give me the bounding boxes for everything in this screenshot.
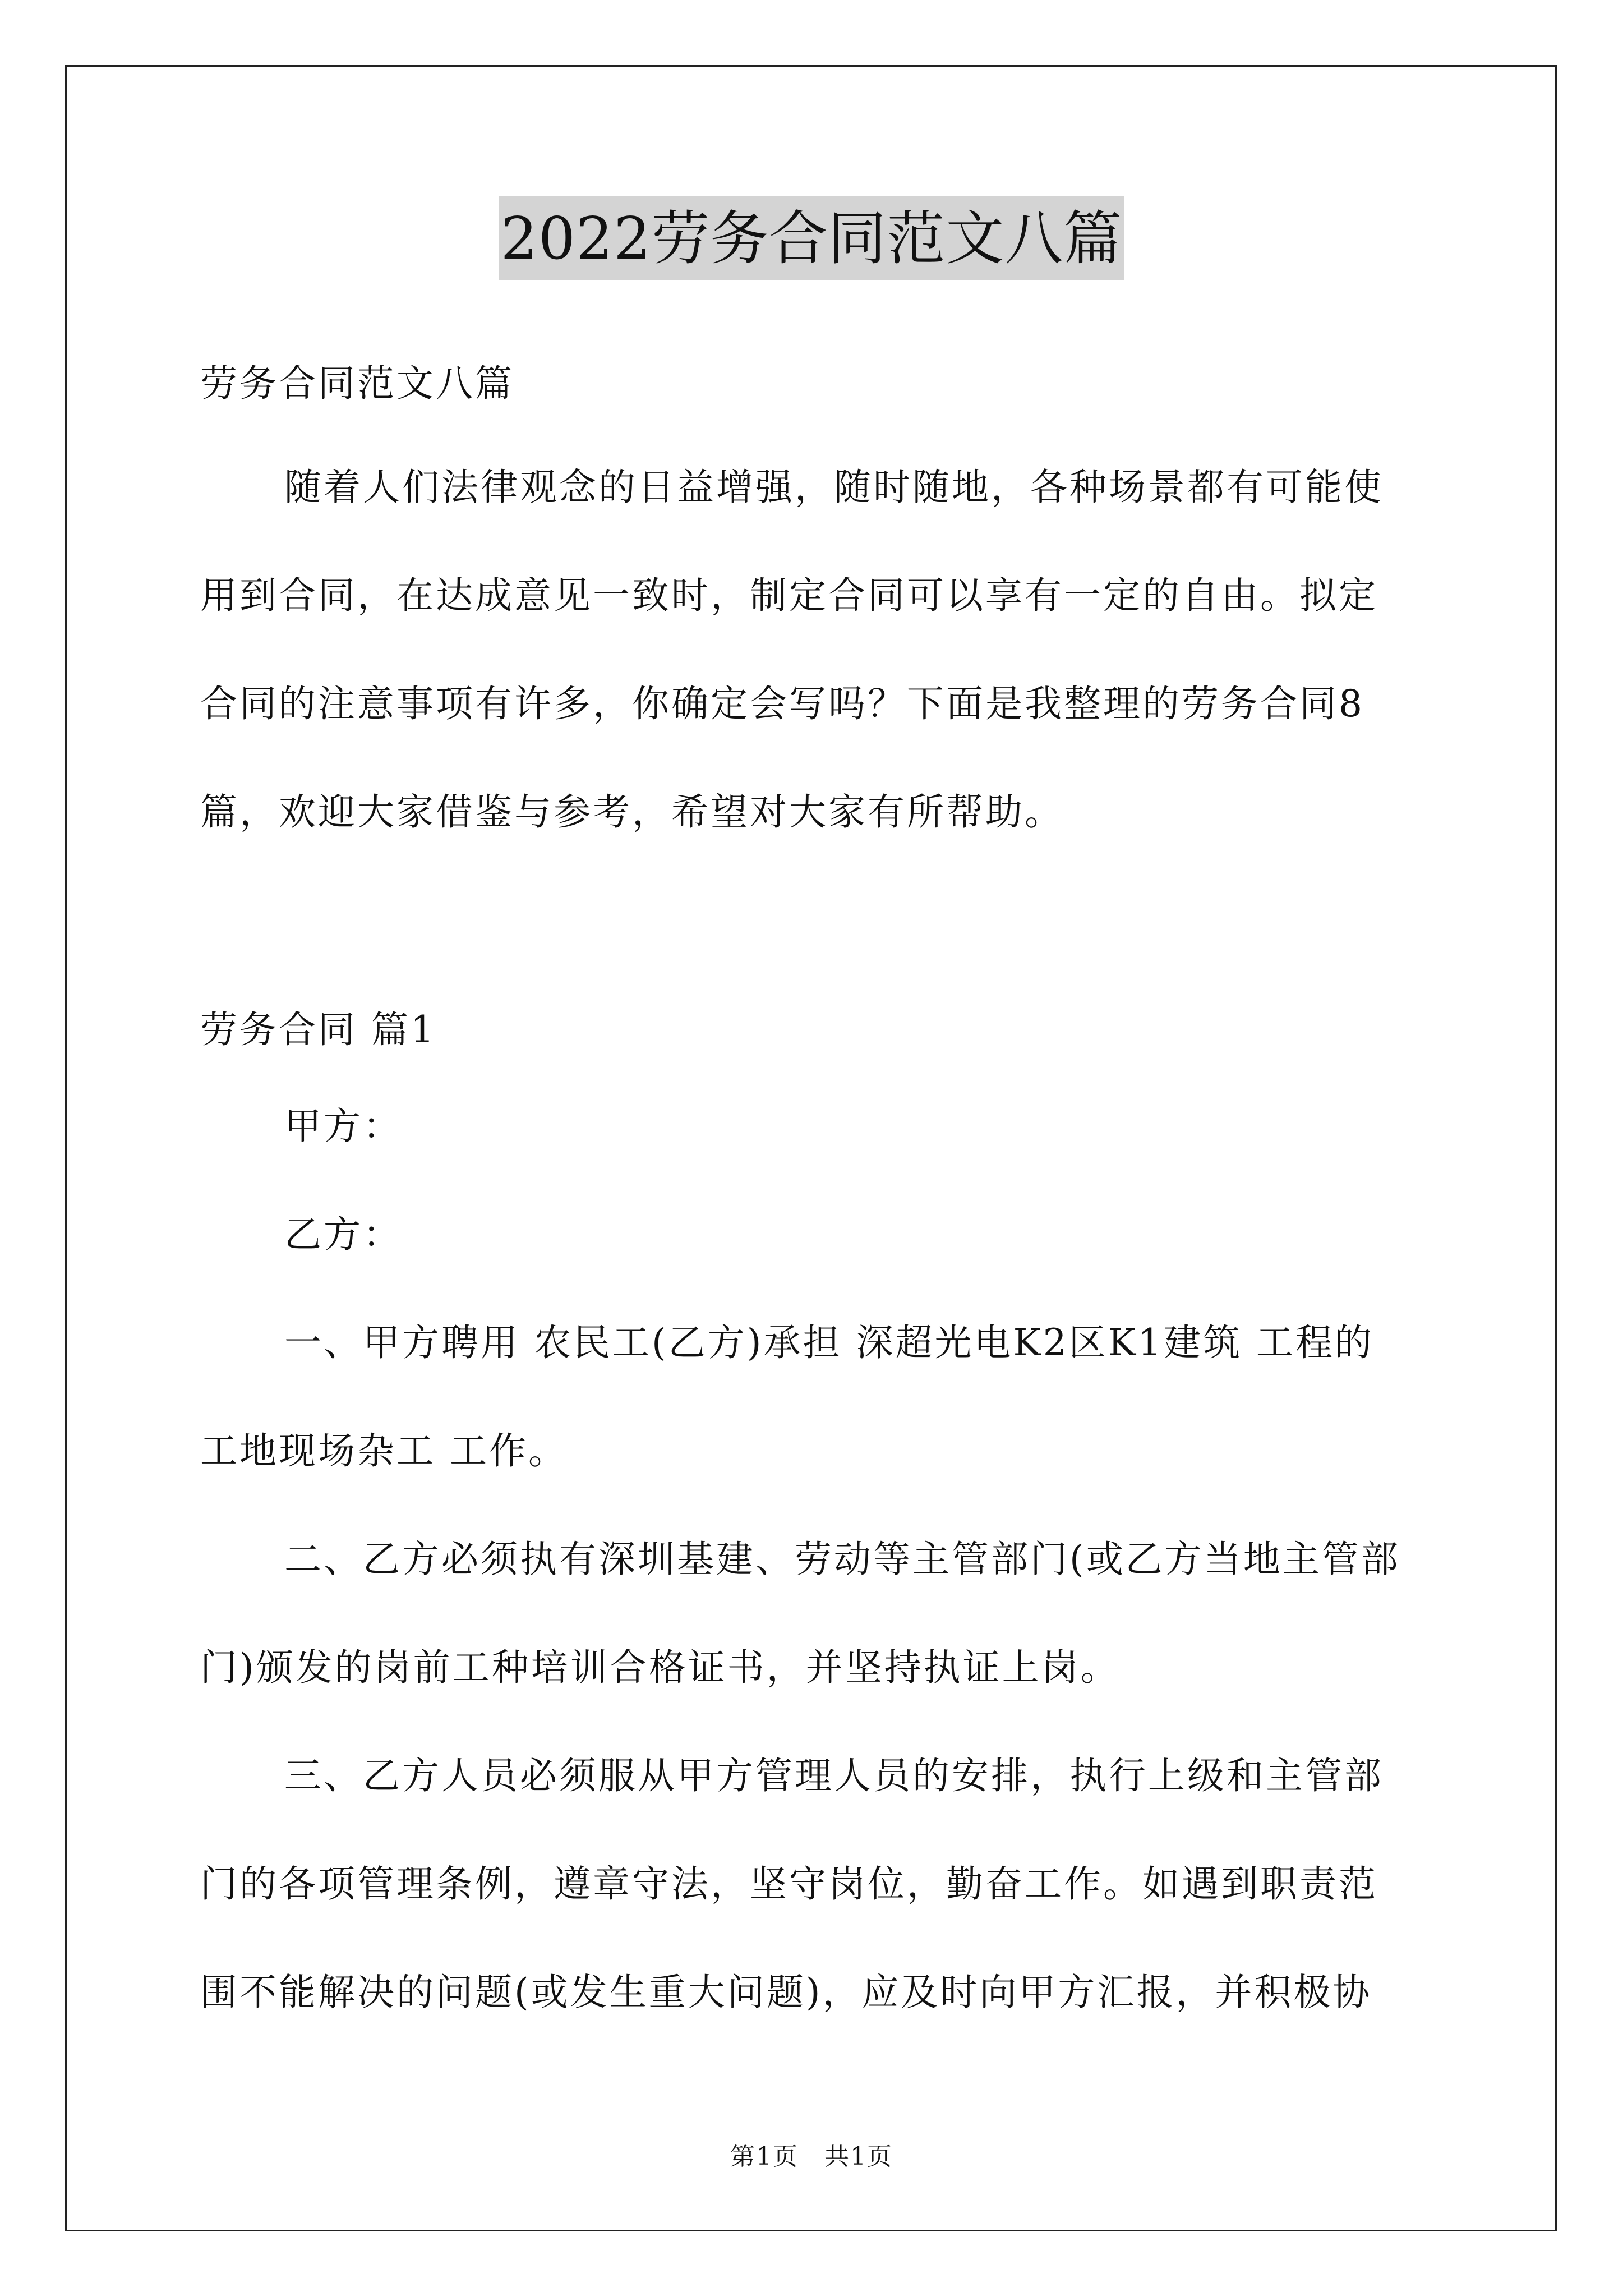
clause-1 bbox=[200, 1289, 1434, 1505]
party-b-line bbox=[200, 1180, 1434, 1289]
clause-2 bbox=[200, 1505, 1434, 1722]
party-a-line bbox=[200, 1072, 1434, 1180]
paragraph-line: 三、乙方人员必须服从甲方管理人员的安排，执行上级和主管部 bbox=[284, 1754, 1384, 1797]
section-heading: 劳务合同 篇1 bbox=[200, 1008, 436, 1051]
party-a-label: 甲方： bbox=[284, 1105, 402, 1148]
paragraph-line: 篇，欢迎大家借鉴与参考，希望对大家有所帮助。 bbox=[200, 790, 1064, 834]
paragraph-line: 门)颁发的岗前工种培训合格证书，并坚持执证上岗。 bbox=[200, 1646, 1120, 1689]
title-container bbox=[0, 196, 1623, 280]
document-subtitle: 劳务合同范文八篇 bbox=[200, 362, 514, 405]
clause-3 bbox=[200, 1722, 1434, 2046]
page-footer: 第1页 共1页 bbox=[730, 2142, 893, 2171]
paragraph-line: 门的各项管理条例，遵章守法，坚守岗位，勤奋工作。如遇到职责范 bbox=[200, 1862, 1378, 1906]
paragraph-line: 随着人们法律观念的日益增强，随时随地，各种场景都有可能使 bbox=[284, 466, 1384, 509]
paragraph-line: 用到合同，在达成意见一致时，制定合同可以享有一定的自由。拟定 bbox=[200, 574, 1378, 617]
intro-paragraph bbox=[200, 433, 1434, 866]
party-b-label: 乙方： bbox=[284, 1213, 402, 1256]
paragraph-line: 工地现场杂工 工作。 bbox=[200, 1429, 568, 1473]
paragraph-line: 二、乙方必须执有深圳基建、劳动等主管部门(或乙方当地主管部 bbox=[284, 1538, 1400, 1581]
paragraph-line: 一、甲方聘用 农民工(乙方)承担 深超光电K2区K1建筑 工程的 bbox=[284, 1321, 1375, 1364]
paragraph-line: 围不能解决的问题(或发生重大问题)，应及时向甲方汇报，并积极协 bbox=[200, 1971, 1372, 2014]
document-title: 2022劳务合同范文八篇 bbox=[499, 196, 1125, 280]
paragraph-line: 合同的注意事项有许多，你确定会写吗？下面是我整理的劳务合同8 bbox=[200, 682, 1364, 725]
